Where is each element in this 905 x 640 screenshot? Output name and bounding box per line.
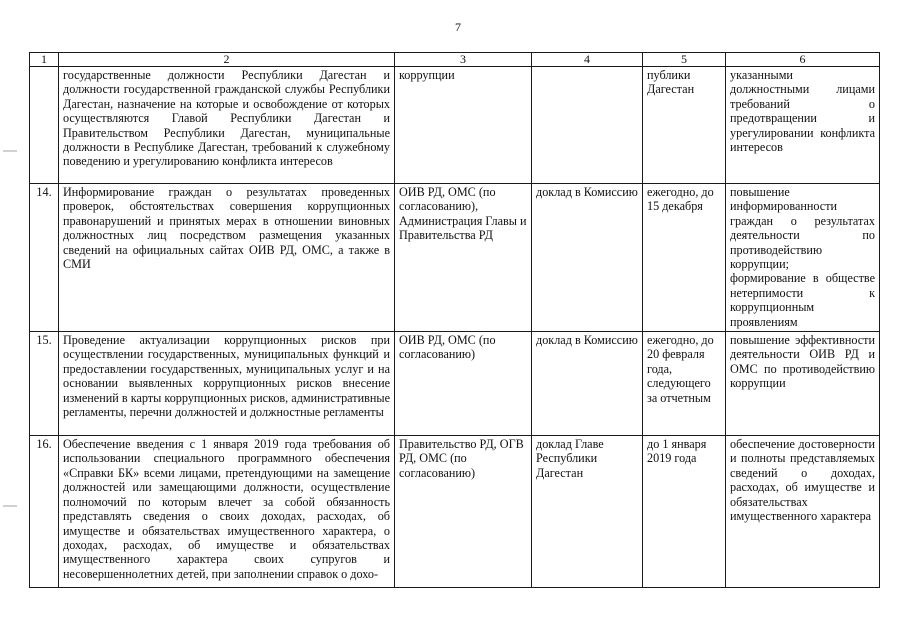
result-cell bbox=[726, 436, 880, 588]
table-row bbox=[30, 184, 880, 332]
measures-table bbox=[29, 52, 880, 588]
column-number-cell: 2 bbox=[59, 53, 395, 67]
table-row bbox=[30, 67, 880, 184]
scan-speck bbox=[3, 505, 17, 507]
scan-speck bbox=[3, 150, 17, 152]
row-number-cell: 16. bbox=[30, 436, 59, 588]
result-cell bbox=[726, 332, 880, 436]
result-text: повышение эффективности деятельности ОИВ РД и ОМС по противодействию коррупции bbox=[730, 333, 875, 391]
executors-cell: коррупции bbox=[395, 67, 532, 184]
column-number-row bbox=[30, 53, 880, 67]
measure-cell: Проведение актуализации коррупционных рисков при осуществлении государственных, муниципальных функций и предоставлении государственных, муниципальных услуг и на основании выявленных коррупционных рисков внесение изменений в карты коррупционных рисков, административные регламенты, перечни должностей и должностные регламенты bbox=[59, 332, 395, 436]
table-row bbox=[30, 332, 880, 436]
table-row bbox=[30, 436, 880, 588]
row-number-cell: 15. bbox=[30, 332, 59, 436]
result-text: обеспечение достоверности и полноты представляемых сведений о доходах, расходах, об имуществе и обязательствах имущественного характера bbox=[730, 437, 875, 524]
report-cell bbox=[532, 67, 643, 184]
executors-cell: Правительство РД, ОГВ РД, ОМС (по согласованию) bbox=[395, 436, 532, 588]
executors-cell: ОИВ РД, ОМС (по согласованию) bbox=[395, 332, 532, 436]
deadline-cell: ежегодно, до 20 февраля года, следующего за отчетным bbox=[643, 332, 726, 436]
row-number-cell bbox=[30, 67, 59, 184]
row-number-cell: 14. bbox=[30, 184, 59, 332]
executors-cell: ОИВ РД, ОМС (по согласованию), Администрация Главы и Правительства РД bbox=[395, 184, 532, 332]
report-cell: доклад Главе Республики Дагестан bbox=[532, 436, 643, 588]
measure-cell: Обеспечение введения с 1 января 2019 года требования об использовании специального программного обеспечения «Справки БК» всеми лицами, претендующими на замещение должностей или замещающими должности, осуществление полномочий по которым влечет за собой обязанность представлять сведения о своих доходах, расходах, об имуществе и обязательствах имущественного характера, о доходах, расходах, об имуществе и обязательствах имущественного характера своих супругов и несовершеннолетних детей, при заполнении справок о дохо- bbox=[59, 436, 395, 588]
result-cell bbox=[726, 67, 880, 184]
column-number-cell: 1 bbox=[30, 53, 59, 67]
column-number-cell: 3 bbox=[395, 53, 532, 67]
column-number-cell: 5 bbox=[643, 53, 726, 67]
deadline-cell: до 1 января 2019 года bbox=[643, 436, 726, 588]
result-text: формирование в обществе нетерпимости к коррупционным проявлениям bbox=[730, 271, 875, 329]
deadline-cell: публики Дагестан bbox=[643, 67, 726, 184]
report-cell: доклад в Комиссию bbox=[532, 184, 643, 332]
page-number: 7 bbox=[455, 20, 461, 34]
column-number-cell: 4 bbox=[532, 53, 643, 67]
result-text: повышение информированности граждан о результатах деятельности по противодействию коррупции; bbox=[730, 185, 875, 272]
result-text: указанными должностными лицами требований о предотвращении и урегулировании конфликта интересов bbox=[730, 68, 875, 155]
deadline-cell: ежегодно, до 15 декабря bbox=[643, 184, 726, 332]
result-cell bbox=[726, 184, 880, 332]
measure-cell: государственные должности Республики Дагестан и должности государственной гражданской службы Республики Дагестан, назначение на которые и освобождение от которых осуществляются Главой Республики Дагестан и Правительством Республики Дагестан, муниципальные должности в Республике Дагестан, требований к служебному поведению и урегулированию конфликта интересов bbox=[59, 67, 395, 184]
report-cell: доклад в Комиссию bbox=[532, 332, 643, 436]
measure-cell: Информирование граждан о результатах проведенных проверок, обстоятельствах совершения коррупционных правонарушений и принятых мерах в отношении виновных должностных лиц посредством размещения указанных сведений на официальных сайтах ОИВ РД, ОМС, а также в СМИ bbox=[59, 184, 395, 332]
column-number-cell: 6 bbox=[726, 53, 880, 67]
